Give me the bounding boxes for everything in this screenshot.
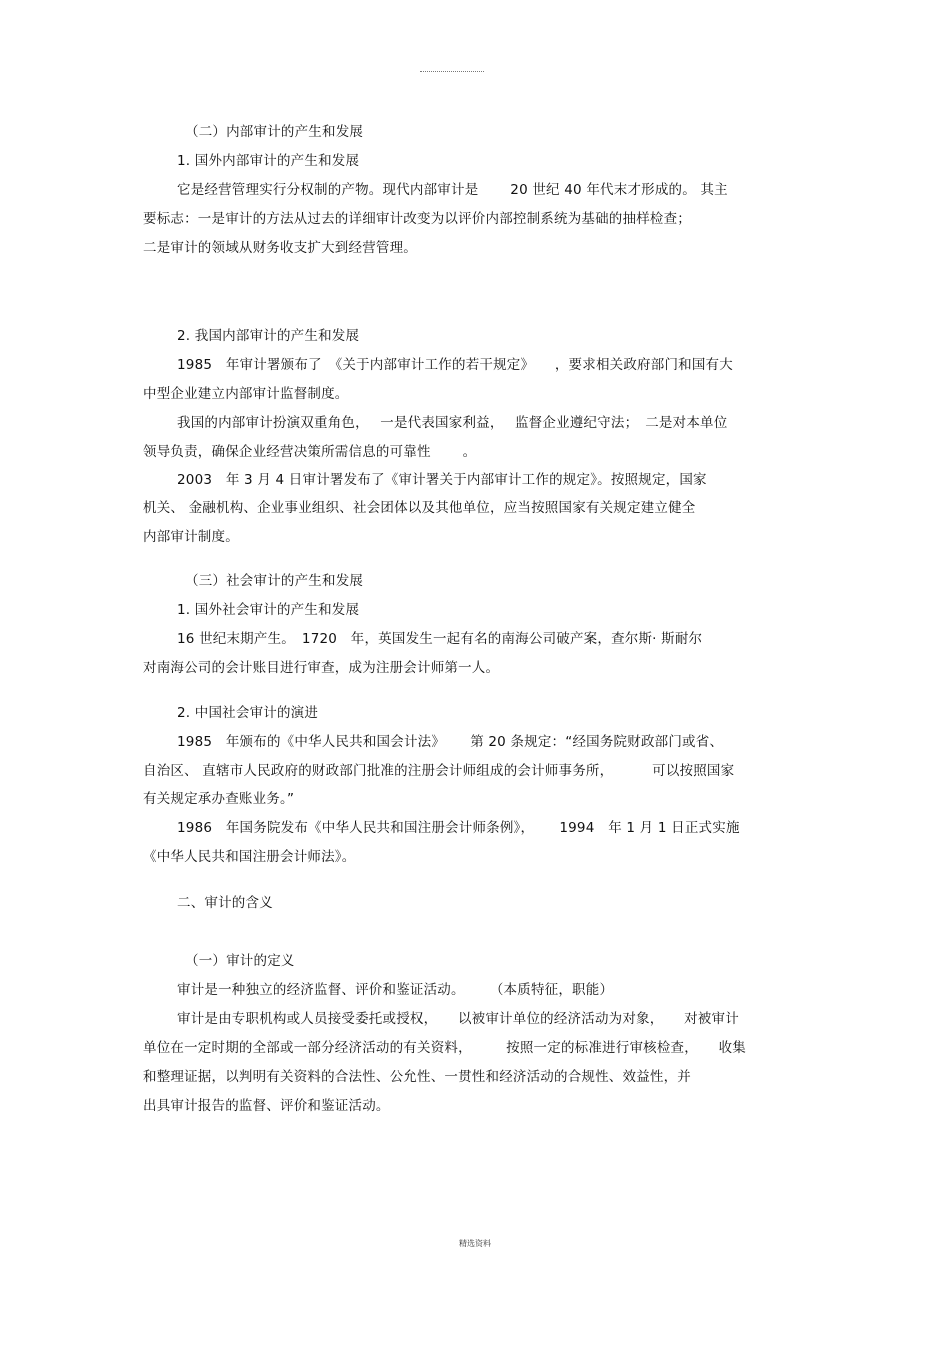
paragraph-line: 有关规定承办查账业务。” — [143, 791, 295, 807]
subheading-china-social-audit: 2. 中国社会审计的演进 — [177, 705, 319, 721]
paragraph-line: 1986 年国务院发布《中华人民共和国注册会计师条例》， 1994 年 1 月 1 日正式实施 — [177, 820, 740, 836]
header-divider — [420, 71, 484, 72]
paragraph-line: 《中华人民共和国注册会计师法》。 — [143, 849, 356, 865]
paragraph-line: 单位在一定时期的全部或一部分经济活动的有关资料， 按照一定的标准进行审核检查， 收集 — [143, 1040, 746, 1056]
paragraph-line: 出具审计报告的监督、评价和鉴证活动。 — [143, 1098, 390, 1114]
section-heading-social-audit: （三）社会审计的产生和发展 — [185, 573, 364, 589]
paragraph-line: 机关、 金融机构、企业事业组织、社会团体以及其他单位，应当按照国家有关规定建立健全 — [143, 500, 696, 516]
section-heading-audit-definition: （一）审计的定义 — [185, 953, 295, 969]
paragraph-line: 要标志：一是审计的方法从过去的详细审计改变为以评价内部控制系统为基础的抽样检查； — [143, 211, 691, 227]
paragraph-line: 16 世纪末期产生。 1720 年，英国发生一起有名的南海公司破产案，查尔斯· 斯耐尔 — [177, 631, 703, 647]
paragraph-line: 审计是一种独立的经济监督、评价和鉴证活动。 （本质特征，职能） — [177, 982, 614, 998]
paragraph-line: 1985 年颁布的《中华人民共和国会计法》 第 20 条规定：“经国务院财政部门或省、 — [177, 734, 724, 750]
paragraph-line: 自治区、 直辖市人民政府的财政部门批准的注册会计师组成的会计师事务所， 可以按照国家 — [143, 763, 735, 779]
paragraph-line: 审计是由专职机构或人员接受委托或授权， 以被审计单位的经济活动为对象， 对被审计 — [177, 1011, 739, 1027]
section-heading-internal-audit: （二）内部审计的产生和发展 — [185, 124, 364, 140]
subheading-foreign-internal-audit: 1. 国外内部审计的产生和发展 — [177, 153, 360, 169]
paragraph-line: 二是审计的领域从财务收支扩大到经营管理。 — [143, 240, 417, 256]
paragraph-line: 内部审计制度。 — [143, 529, 239, 545]
subheading-foreign-social-audit: 1. 国外社会审计的产生和发展 — [177, 602, 360, 618]
paragraph-line: 我国的内部审计扮演双重角色， 一是代表国家利益， 监督企业遵纪守法； 二是对本单位 — [177, 415, 728, 431]
paragraph-line: 中型企业建立内部审计监督制度。 — [143, 386, 349, 402]
paragraph-line: 领导负责，确保企业经营决策所需信息的可靠性 。 — [143, 444, 477, 460]
paragraph-line: 1985 年审计署颁布了 《关于内部审计工作的若干规定》 ，要求相关政府部门和国有大 — [177, 357, 733, 373]
page-footer: 精选资料 — [459, 1239, 491, 1248]
section-heading-audit-meaning: 二、审计的含义 — [177, 895, 273, 911]
paragraph-line: 2003 年 3 月 4 日审计署发布了《审计署关于内部审计工作的规定》。按照规定，国家 — [177, 472, 707, 488]
paragraph-line: 对南海公司的会计账目进行审查，成为注册会计师第一人。 — [143, 660, 500, 676]
paragraph-line: 和整理证据，以判明有关资料的合法性、公允性、一贯性和经济活动的合规性、效益性，并 — [143, 1069, 691, 1085]
subheading-domestic-internal-audit: 2. 我国内部审计的产生和发展 — [177, 328, 360, 344]
paragraph-line: 它是经营管理实行分权制的产物。现代内部审计是 20 世纪 40 年代末才形成的。 其主 — [177, 182, 728, 198]
